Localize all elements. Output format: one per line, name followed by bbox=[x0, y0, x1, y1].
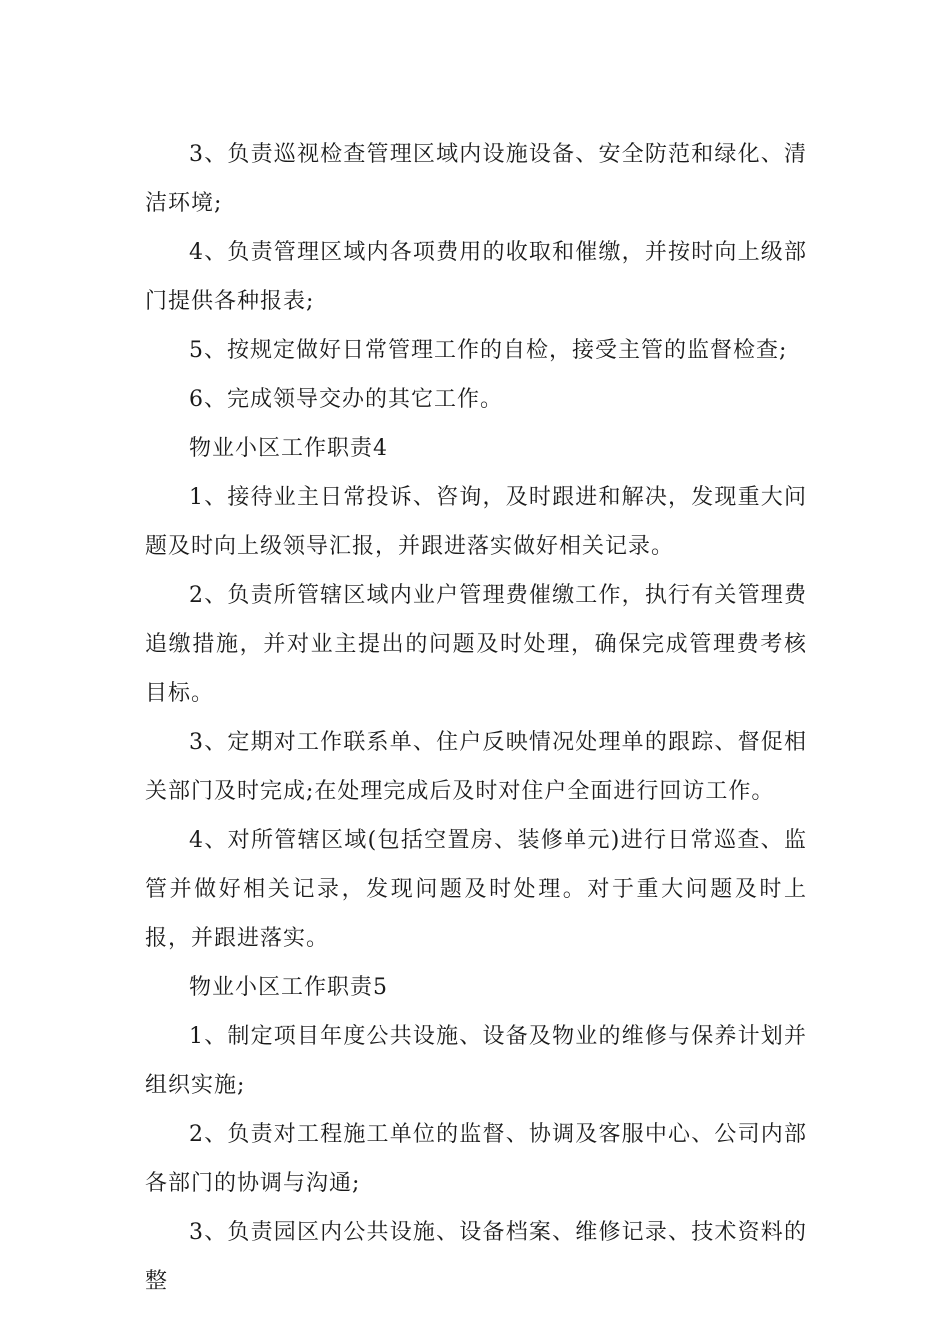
section4-item-2: 2、负责所管辖区域内业户管理费催缴工作，执行有关管理费追缴措施，并对业主提出的问题及时处理，确保完成管理费考核目标。 bbox=[145, 583, 807, 706]
duty-item-6: 6、完成领导交办的其它工作。 bbox=[189, 387, 503, 412]
section4-item-3: 3、定期对工作联系单、住户反映情况处理单的跟踪、督促相关部门及时完成;在处理完成后及时对住户全面进行回访工作。 bbox=[145, 730, 807, 804]
document-body bbox=[145, 130, 807, 1306]
section4-item-4: 4、对所管辖区域(包括空置房、装修单元)进行日常巡查、监管并做好相关记录，发现问题及时处理。对于重大问题及时上报，并跟进落实。 bbox=[145, 828, 807, 951]
duty-item-3: 3、负责巡视检查管理区域内设施设备、安全防范和绿化、清洁环境; bbox=[145, 142, 807, 216]
section-heading-5: 物业小区工作职责5 bbox=[189, 975, 388, 1000]
duty-item-4: 4、负责管理区域内各项费用的收取和催缴，并按时向上级部门提供各种报表; bbox=[145, 240, 807, 314]
section4-item-1: 1、接待业主日常投诉、咨询，及时跟进和解决，发现重大问题及时向上级领导汇报，并跟进落实做好相关记录。 bbox=[145, 485, 807, 559]
section-heading-4: 物业小区工作职责4 bbox=[189, 436, 388, 461]
section5-item-2: 2、负责对工程施工单位的监督、协调及客服中心、公司内部各部门的协调与沟通; bbox=[145, 1122, 807, 1196]
duty-item-5: 5、按规定做好日常管理工作的自检，接受主管的监督检查; bbox=[189, 338, 788, 363]
section5-item-3: 3、负责园区内公共设施、设备档案、维修记录、技术资料的整 bbox=[145, 1220, 807, 1294]
section5-item-1: 1、制定项目年度公共设施、设备及物业的维修与保养计划并组织实施; bbox=[145, 1024, 807, 1098]
